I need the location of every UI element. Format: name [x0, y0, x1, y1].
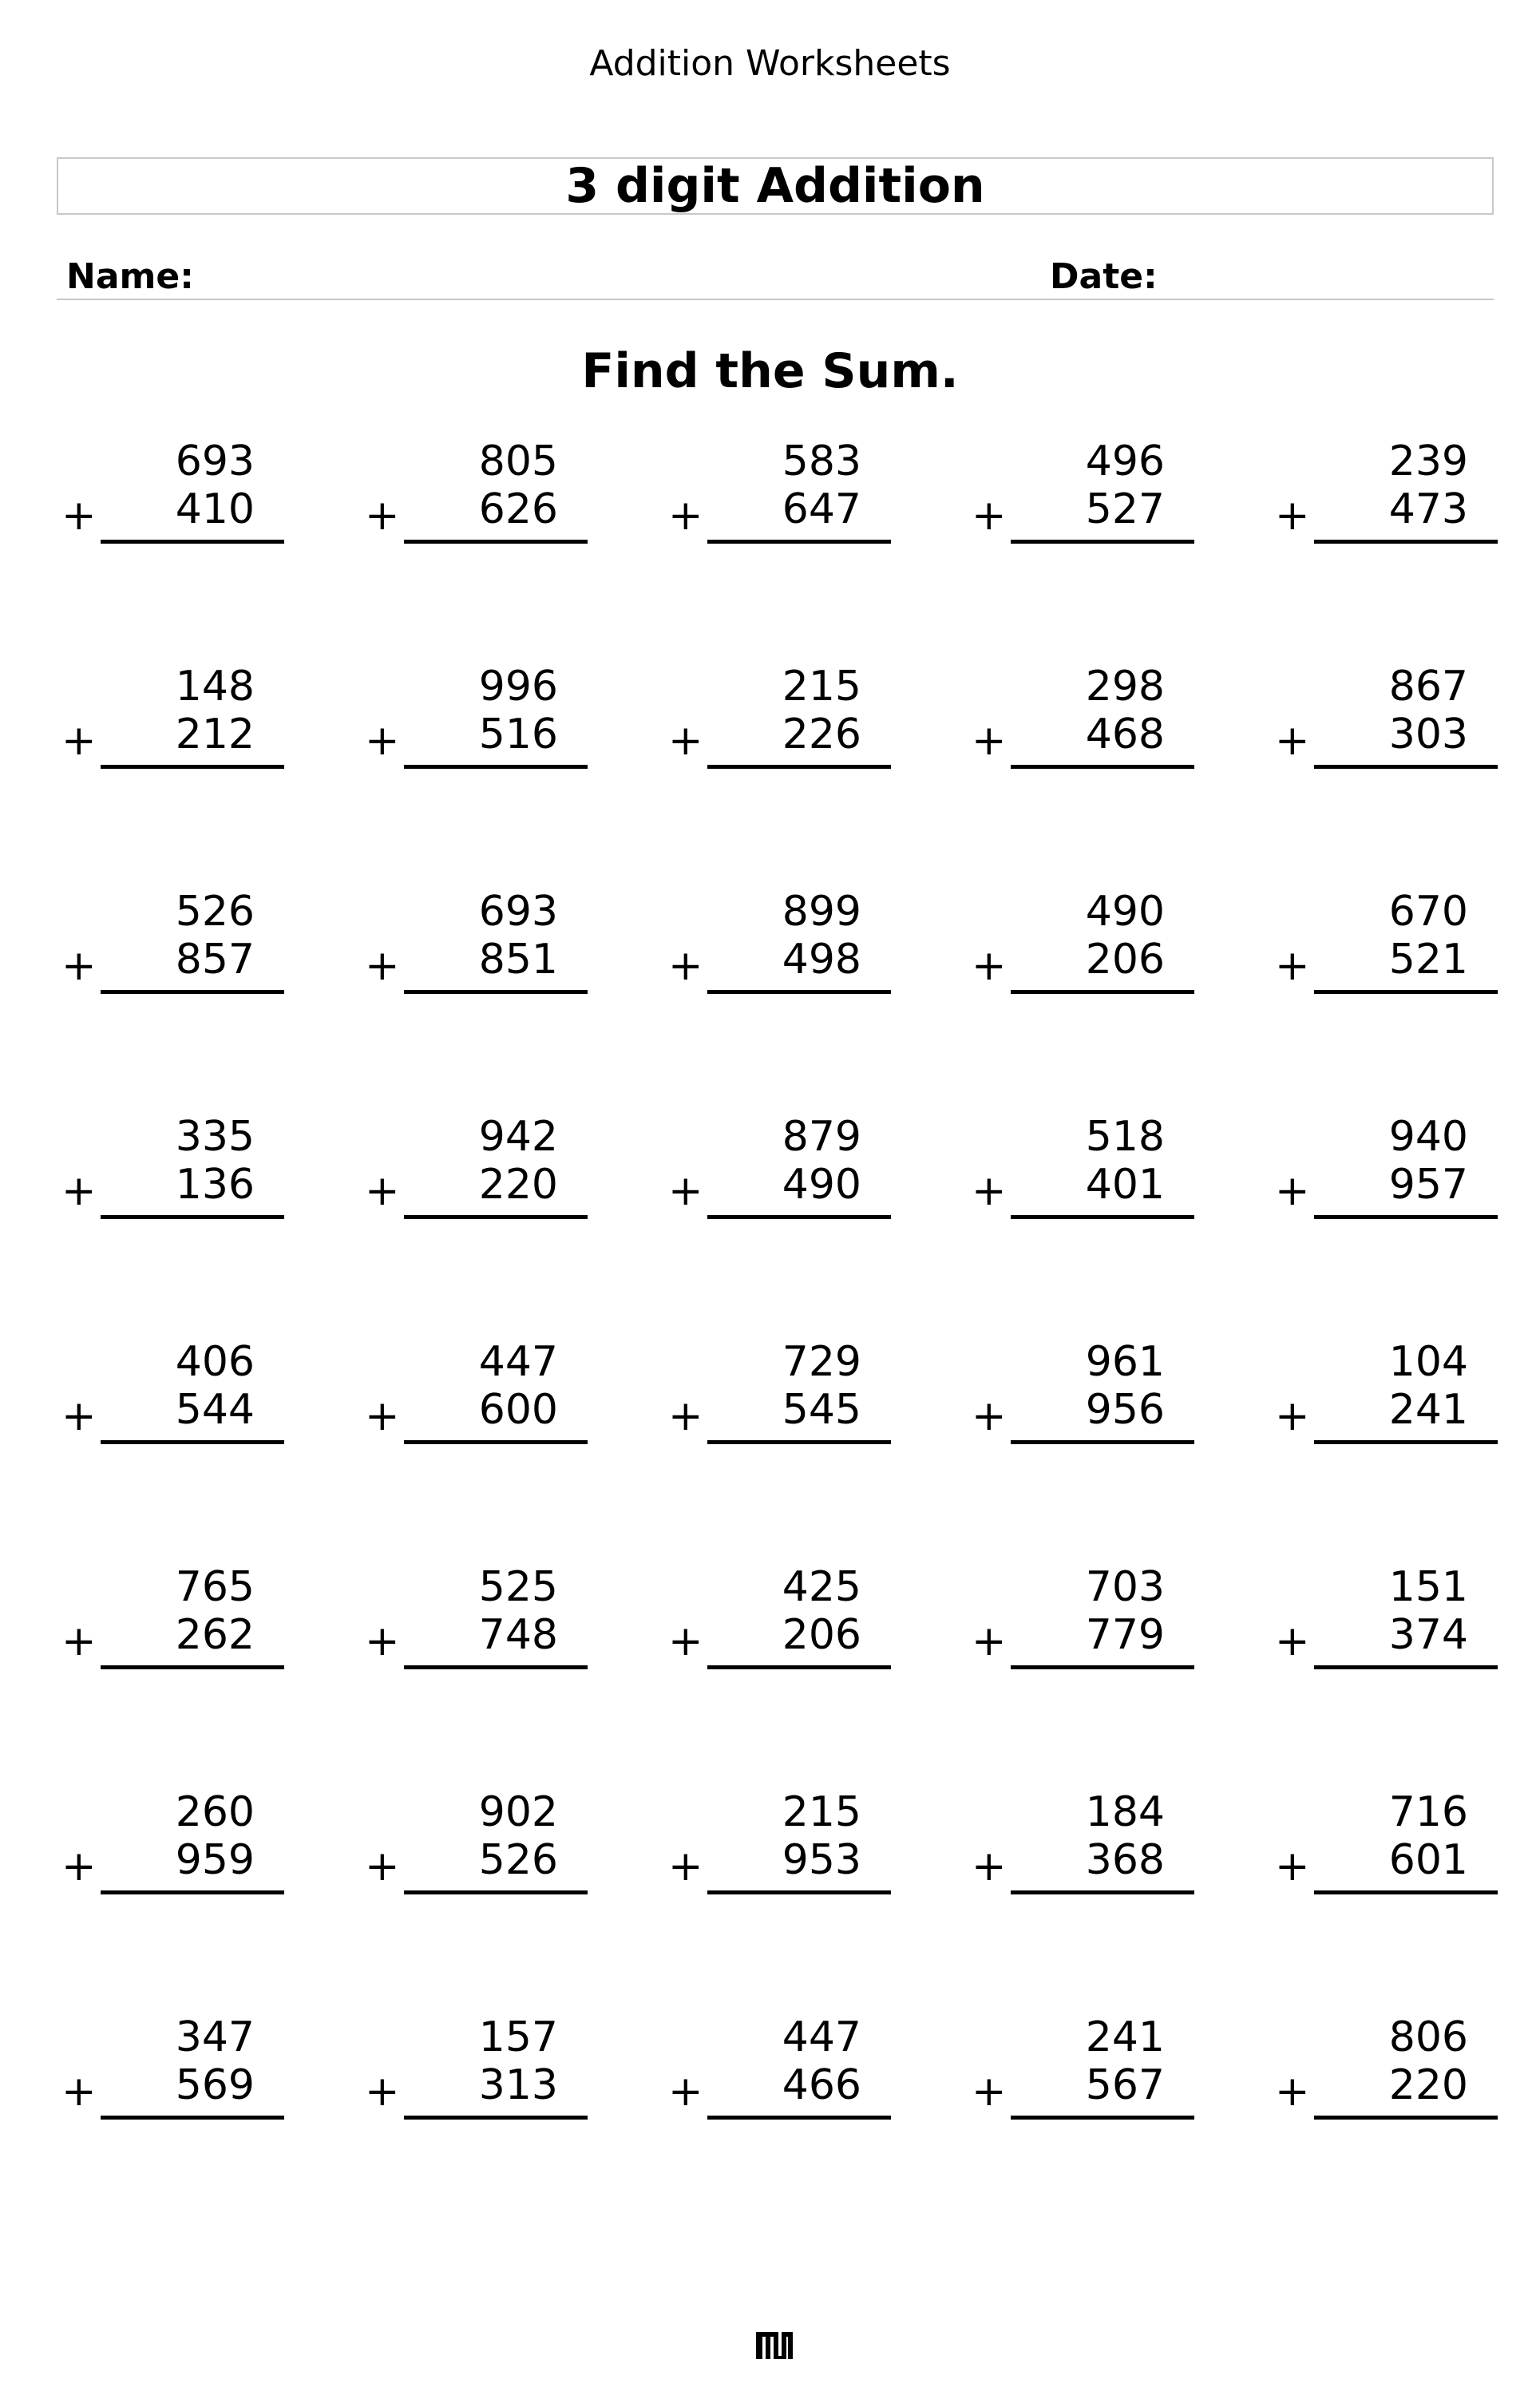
second-addend: 212 [175, 711, 255, 758]
first-addend: 703 [1085, 1563, 1165, 1611]
plus-sign: + [972, 1617, 1007, 1665]
first-addend: 765 [175, 1563, 255, 1611]
second-addend: 490 [782, 1161, 861, 1209]
addition-problem [57, 2013, 280, 2157]
answer-line [404, 540, 588, 544]
plus-sign: + [972, 2068, 1007, 2116]
answer-line [707, 2116, 891, 2120]
second-addend: 748 [478, 1611, 558, 1659]
plus-sign: + [365, 492, 400, 540]
plus-sign: + [1275, 717, 1310, 765]
second-addend: 626 [478, 485, 558, 533]
first-addend: 215 [782, 663, 861, 711]
plus-sign: + [1275, 1392, 1310, 1440]
second-addend: 857 [175, 936, 255, 984]
first-addend: 406 [175, 1338, 255, 1386]
first-addend: 447 [478, 1338, 558, 1386]
answer-line [707, 1215, 891, 1219]
plus-sign: + [668, 717, 703, 765]
plus-sign: + [972, 1392, 1007, 1440]
first-addend: 940 [1388, 1113, 1468, 1161]
second-addend: 953 [782, 1836, 861, 1884]
answer-line [707, 1440, 891, 1444]
first-addend: 151 [1388, 1563, 1468, 1611]
instruction-heading: Find the Sum. [581, 343, 959, 399]
first-addend: 447 [782, 2013, 861, 2061]
plus-sign: + [1275, 1617, 1310, 1665]
answer-line [101, 1215, 284, 1219]
answer-line [1314, 1215, 1498, 1219]
addition-problem [967, 1788, 1190, 1932]
answer-line [1011, 1665, 1194, 1669]
addition-problem [57, 888, 280, 1031]
addition-problem [967, 437, 1190, 581]
addition-problem [57, 1338, 280, 1482]
answer-line [707, 540, 891, 544]
first-addend: 239 [1388, 437, 1468, 485]
addition-problem [967, 888, 1190, 1031]
plus-sign: + [668, 492, 703, 540]
plus-sign: + [61, 1843, 97, 1890]
plus-sign: + [365, 1617, 400, 1665]
plus-sign: + [61, 2068, 97, 2116]
first-addend: 260 [175, 1788, 255, 1836]
addition-problem [1270, 1563, 1494, 1707]
addition-problem [663, 2013, 887, 2157]
first-addend: 996 [478, 663, 558, 711]
plus-sign: + [1275, 492, 1310, 540]
second-addend: 526 [478, 1836, 558, 1884]
second-addend: 779 [1085, 1611, 1165, 1659]
first-addend: 879 [782, 1113, 861, 1161]
addition-problem [1270, 1338, 1494, 1482]
answer-line [707, 990, 891, 994]
second-addend: 498 [782, 936, 861, 984]
first-addend: 693 [175, 437, 255, 485]
addition-problem [57, 1113, 280, 1257]
answer-line [707, 1890, 891, 1894]
second-addend: 567 [1085, 2061, 1165, 2109]
first-addend: 347 [175, 2013, 255, 2061]
plus-sign: + [365, 2068, 400, 2116]
answer-line [1314, 540, 1498, 544]
addition-problem [967, 1563, 1190, 1707]
plus-sign: + [61, 492, 97, 540]
answer-line [404, 1440, 588, 1444]
plus-sign: + [668, 1617, 703, 1665]
plus-sign: + [61, 1167, 97, 1215]
addition-problem [1270, 1113, 1494, 1257]
answer-line [404, 1665, 588, 1669]
answer-line [1314, 765, 1498, 769]
first-addend: 716 [1388, 1788, 1468, 1836]
site-header-title: Addition Worksheets [589, 43, 951, 84]
addition-problem [1270, 888, 1494, 1031]
addition-problem [360, 1338, 584, 1482]
first-addend: 104 [1388, 1338, 1468, 1386]
first-addend: 335 [175, 1113, 255, 1161]
plus-sign: + [972, 492, 1007, 540]
second-addend: 569 [175, 2061, 255, 2109]
plus-sign: + [668, 1392, 703, 1440]
answer-line [1314, 990, 1498, 994]
second-addend: 368 [1085, 1836, 1165, 1884]
first-addend: 241 [1085, 2013, 1165, 2061]
second-addend: 206 [1085, 936, 1165, 984]
addition-problem [1270, 663, 1494, 806]
first-addend: 496 [1085, 437, 1165, 485]
addition-problem [663, 1338, 887, 1482]
second-addend: 241 [1388, 1386, 1468, 1434]
plus-sign: + [668, 1843, 703, 1890]
addition-problem [57, 1788, 280, 1932]
answer-line [1011, 990, 1194, 994]
answer-line [101, 540, 284, 544]
first-addend: 298 [1085, 663, 1165, 711]
addition-problem [360, 1788, 584, 1932]
answer-line [1011, 1440, 1194, 1444]
second-addend: 466 [782, 2061, 861, 2109]
answer-line [1011, 1215, 1194, 1219]
answer-line [404, 2116, 588, 2120]
answer-line [404, 1890, 588, 1894]
plus-sign: + [1275, 1843, 1310, 1890]
answer-line [101, 1890, 284, 1894]
addition-problem [57, 1563, 280, 1707]
addition-problem [967, 663, 1190, 806]
addition-problem [360, 663, 584, 806]
answer-line [1011, 2116, 1194, 2120]
first-addend: 806 [1388, 2013, 1468, 2061]
plus-sign: + [61, 942, 97, 990]
answer-line [1314, 1665, 1498, 1669]
answer-line [1314, 1890, 1498, 1894]
plus-sign: + [61, 1617, 97, 1665]
second-addend: 374 [1388, 1611, 1468, 1659]
addition-problem [360, 888, 584, 1031]
second-addend: 527 [1085, 485, 1165, 533]
answer-line [1011, 1890, 1194, 1894]
first-addend: 961 [1085, 1338, 1165, 1386]
plus-sign: + [972, 1843, 1007, 1890]
plus-sign: + [1275, 1167, 1310, 1215]
second-addend: 516 [478, 711, 558, 758]
first-addend: 729 [782, 1338, 861, 1386]
second-addend: 851 [478, 936, 558, 984]
addition-problem [1270, 2013, 1494, 2157]
plus-sign: + [365, 1843, 400, 1890]
addition-problem [360, 1113, 584, 1257]
answer-line [101, 1665, 284, 1669]
second-addend: 601 [1388, 1836, 1468, 1884]
answer-line [404, 990, 588, 994]
first-addend: 693 [478, 888, 558, 936]
plus-sign: + [668, 2068, 703, 2116]
second-addend: 647 [782, 485, 861, 533]
addition-problem [57, 663, 280, 806]
plus-sign: + [365, 1167, 400, 1215]
second-addend: 521 [1388, 936, 1468, 984]
answer-line [1314, 1440, 1498, 1444]
first-addend: 148 [175, 663, 255, 711]
second-addend: 401 [1085, 1161, 1165, 1209]
answer-line [101, 990, 284, 994]
first-addend: 490 [1085, 888, 1165, 936]
first-addend: 867 [1388, 663, 1468, 711]
plus-sign: + [365, 942, 400, 990]
first-addend: 526 [175, 888, 255, 936]
plus-sign: + [61, 717, 97, 765]
second-addend: 468 [1085, 711, 1165, 758]
second-addend: 956 [1085, 1386, 1165, 1434]
plus-sign: + [365, 717, 400, 765]
addition-problem [967, 2013, 1190, 2157]
first-addend: 518 [1085, 1113, 1165, 1161]
first-addend: 215 [782, 1788, 861, 1836]
second-addend: 473 [1388, 485, 1468, 533]
answer-line [404, 765, 588, 769]
second-addend: 959 [175, 1836, 255, 1884]
plus-sign: + [61, 1392, 97, 1440]
worksheet-title: 3 digit Addition [57, 157, 1494, 215]
second-addend: 220 [1388, 2061, 1468, 2109]
answer-line [101, 765, 284, 769]
answer-line [101, 1440, 284, 1444]
addition-problem [1270, 1788, 1494, 1932]
addition-problem [967, 1338, 1190, 1482]
problem-grid [57, 437, 1494, 2162]
plus-sign: + [972, 942, 1007, 990]
first-addend: 942 [478, 1113, 558, 1161]
second-addend: 545 [782, 1386, 861, 1434]
second-addend: 600 [478, 1386, 558, 1434]
addition-problem [360, 1563, 584, 1707]
addition-problem [57, 437, 280, 581]
name-label: Name: [66, 256, 194, 297]
addition-problem [663, 1563, 887, 1707]
first-addend: 425 [782, 1563, 861, 1611]
second-addend: 410 [175, 485, 255, 533]
first-addend: 670 [1388, 888, 1468, 936]
addition-problem [663, 888, 887, 1031]
second-addend: 136 [175, 1161, 255, 1209]
answer-line [101, 2116, 284, 2120]
second-addend: 262 [175, 1611, 255, 1659]
name-date-row [57, 254, 1494, 300]
addition-problem [967, 1113, 1190, 1257]
second-addend: 313 [478, 2061, 558, 2109]
plus-sign: + [972, 717, 1007, 765]
addition-problem [663, 1788, 887, 1932]
first-addend: 525 [478, 1563, 558, 1611]
addition-problem [360, 2013, 584, 2157]
answer-line [1011, 540, 1194, 544]
answer-line [707, 1665, 891, 1669]
date-label: Date: [1050, 256, 1158, 297]
plus-sign: + [365, 1392, 400, 1440]
first-addend: 583 [782, 437, 861, 485]
second-addend: 220 [478, 1161, 558, 1209]
answer-line [1011, 765, 1194, 769]
plus-sign: + [1275, 2068, 1310, 2116]
addition-problem [1270, 437, 1494, 581]
plus-sign: + [1275, 942, 1310, 990]
answer-line [404, 1215, 588, 1219]
first-addend: 157 [478, 2013, 558, 2061]
first-addend: 902 [478, 1788, 558, 1836]
worksheet-logo-icon [754, 2329, 794, 2361]
plus-sign: + [972, 1167, 1007, 1215]
second-addend: 957 [1388, 1161, 1468, 1209]
first-addend: 805 [478, 437, 558, 485]
first-addend: 899 [782, 888, 861, 936]
second-addend: 544 [175, 1386, 255, 1434]
plus-sign: + [668, 1167, 703, 1215]
first-addend: 184 [1085, 1788, 1165, 1836]
second-addend: 303 [1388, 711, 1468, 758]
answer-line [1314, 2116, 1498, 2120]
addition-problem [663, 437, 887, 581]
addition-problem [360, 437, 584, 581]
second-addend: 206 [782, 1611, 861, 1659]
answer-line [707, 765, 891, 769]
addition-problem [663, 1113, 887, 1257]
second-addend: 226 [782, 711, 861, 758]
plus-sign: + [668, 942, 703, 990]
addition-problem [663, 663, 887, 806]
